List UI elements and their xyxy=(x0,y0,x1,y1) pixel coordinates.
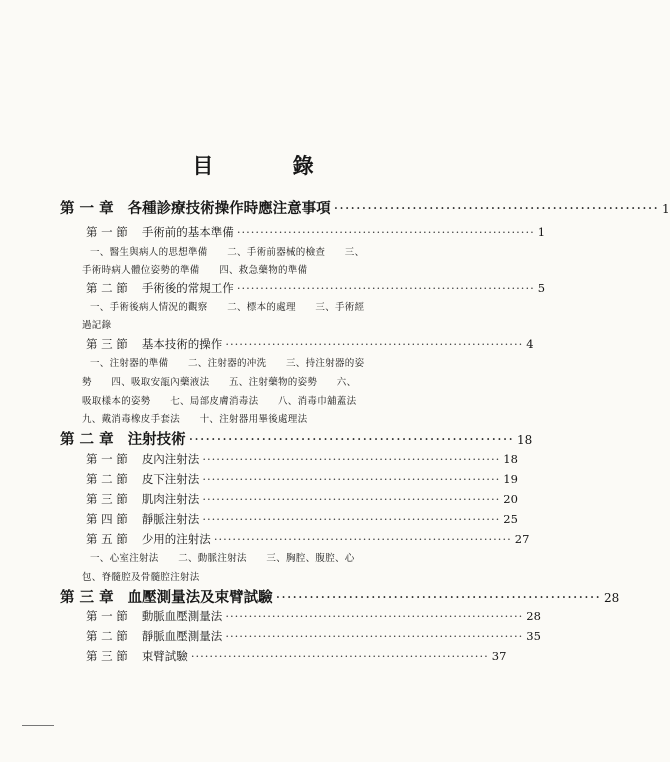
toc-section[interactable] xyxy=(86,451,518,467)
chapter-title: 血壓測量法及束臂試驗 xyxy=(127,589,273,606)
toc-section[interactable] xyxy=(86,628,541,644)
toc-section[interactable] xyxy=(86,471,518,487)
section-number: 第 二 節 xyxy=(86,472,128,486)
page-number: 19 xyxy=(503,472,518,486)
leader-dots: ································································ xyxy=(225,629,524,643)
page-number: 18 xyxy=(503,452,518,466)
section-subtopics: 過記錄 xyxy=(82,320,112,331)
section-number: 第 一 節 xyxy=(86,452,128,466)
toc-section[interactable] xyxy=(86,224,546,240)
section-number: 第 四 節 xyxy=(86,512,128,526)
section-subtopics: 一、注射器的準備 二、注射器的冲洗 三、持注射器的姿 xyxy=(90,358,365,369)
section-subtopics: 手術時病人體位姿勢的準備 四、救急藥物的準備 xyxy=(82,265,308,276)
section-number: 第 一 節 xyxy=(86,609,128,623)
chapter-number: 第 三 章 xyxy=(60,589,114,606)
page-number: 20 xyxy=(503,492,518,506)
section-number: 第 二 節 xyxy=(86,281,128,295)
chapter-number: 第 二 章 xyxy=(60,431,114,448)
toc-section[interactable] xyxy=(86,648,507,664)
section-title: 手術前的基本準備 xyxy=(141,225,234,239)
chapter-number: 第 一 章 xyxy=(60,200,114,217)
section-subtopics: 一、手術後病人情況的觀察 二、標本的處理 三、手術經 xyxy=(90,302,365,313)
section-subtopics: 一、心室注射法 二、動脈注射法 三、胸腔、腹腔、心 xyxy=(90,553,355,564)
toc-section[interactable] xyxy=(86,531,530,547)
chapter-title: 各種診療技術操作時應注意事項 xyxy=(127,200,331,217)
section-number: 第 三 節 xyxy=(86,649,128,663)
toc-chapter-3[interactable] xyxy=(60,586,620,607)
chapter-title: 注射技術 xyxy=(127,431,186,448)
page-number: 1 xyxy=(661,202,670,216)
section-title: 少用的注射法 xyxy=(141,532,211,546)
leader-dots: ································································ xyxy=(225,609,524,623)
section-subtopics: 包、脊髓腔及骨髓腔注射法 xyxy=(82,572,200,583)
section-number: 第 三 節 xyxy=(86,337,128,351)
toc-section[interactable] xyxy=(86,280,546,296)
page-title: 目 錄 xyxy=(192,153,350,178)
section-title: 手術後的常規工作 xyxy=(141,281,234,295)
leader-dots: ································································ xyxy=(225,337,524,351)
page-number: 5 xyxy=(537,281,546,295)
section-number: 第 五 節 xyxy=(86,532,128,546)
page-number: 37 xyxy=(491,649,507,663)
toc-chapter-1[interactable] xyxy=(60,197,670,218)
toc-section[interactable] xyxy=(86,336,534,352)
section-title: 靜脈注射法 xyxy=(141,512,200,526)
section-title: 動脈血壓測量法 xyxy=(141,609,223,623)
leader-dots: ································································ xyxy=(202,492,501,506)
toc-section[interactable] xyxy=(86,491,518,507)
section-title: 皮內注射法 xyxy=(141,452,200,466)
toc-section[interactable] xyxy=(86,511,518,527)
page-number: 4 xyxy=(526,337,534,351)
section-number: 第 三 節 xyxy=(86,492,128,506)
leader-dots: ································································ xyxy=(213,532,512,546)
section-subtopics: 一、醫生與病人的思想準備 二、手術前器械的檢查 三、 xyxy=(90,247,365,258)
section-title: 肌肉注射法 xyxy=(141,492,200,506)
page-number: 1 xyxy=(537,225,546,239)
leader-dots: ·························································· xyxy=(275,590,601,606)
page-number: 28 xyxy=(603,591,620,605)
toc-section[interactable] xyxy=(86,608,541,624)
section-number: 第 一 節 xyxy=(86,225,128,239)
section-subtopics: 勢 四、吸取安瓿內藥液法 五、注射藥物的姿勢 六、 xyxy=(82,377,357,388)
section-number: 第 二 節 xyxy=(86,629,128,643)
leader-dots: ·························································· xyxy=(188,432,514,448)
leader-dots: ································································ xyxy=(202,512,501,526)
leader-dots: ································································ xyxy=(202,472,501,486)
section-title: 基本技術的操作 xyxy=(141,337,223,351)
section-title: 束臂試驗 xyxy=(141,649,188,663)
section-title: 皮下注射法 xyxy=(141,472,200,486)
leader-dots: ·························································· xyxy=(333,201,659,217)
page-edge-mark xyxy=(22,725,54,726)
leader-dots: ································································ xyxy=(190,649,489,663)
section-subtopics: 九、戴消毒橡皮手套法 十、注射器用畢後處理法 xyxy=(82,414,308,425)
leader-dots: ································································ xyxy=(236,281,535,295)
section-subtopics: 吸取樣本的姿勢 七、局部皮膚消毒法 八、消毒巾舖蓋法 xyxy=(82,396,357,407)
leader-dots: ································································ xyxy=(202,452,501,466)
page-number: 25 xyxy=(503,512,518,526)
page-number: 18 xyxy=(516,433,533,447)
page-number: 28 xyxy=(526,609,541,623)
page-number: 27 xyxy=(514,532,530,546)
leader-dots: ································································ xyxy=(236,225,535,239)
page-number: 35 xyxy=(526,629,541,643)
section-title: 靜脈血壓測量法 xyxy=(141,629,223,643)
toc-chapter-2[interactable] xyxy=(60,428,533,449)
